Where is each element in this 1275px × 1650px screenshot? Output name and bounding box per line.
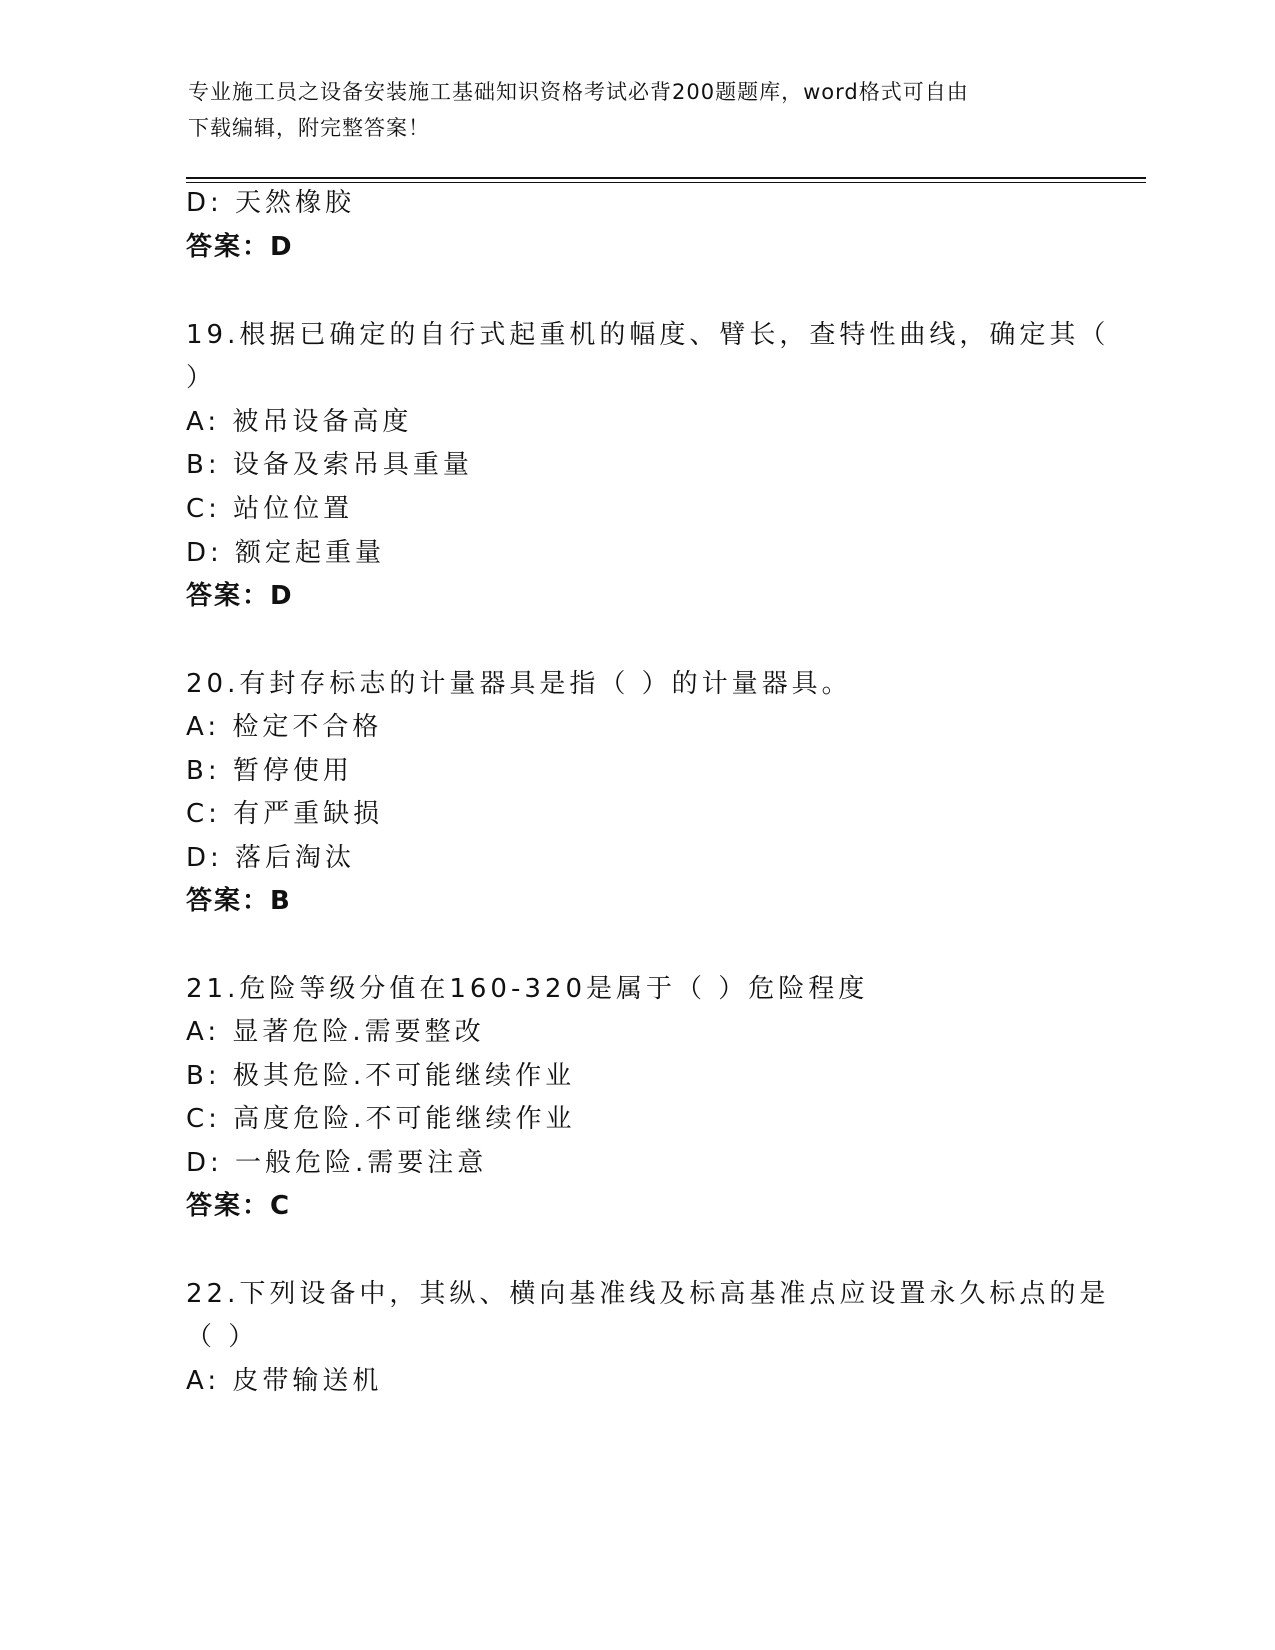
header-divider-thick bbox=[186, 177, 1146, 179]
q20-option-c: C: 有严重缺损 bbox=[186, 799, 384, 829]
q19-stem-line-2: ） bbox=[186, 363, 217, 393]
q21-option-a: A: 显著危险.需要整改 bbox=[186, 1017, 485, 1047]
q19-option-a: A: 被吊设备高度 bbox=[186, 407, 413, 437]
q21-stem: 21.危险等级分值在160-320是属于（ ）危险程度 bbox=[186, 974, 869, 1004]
q20-option-a: A: 检定不合格 bbox=[186, 712, 383, 742]
header-title-line-1: 专业施工员之设备安装施工基础知识资格考试必背200题题库，word格式可自由 bbox=[188, 80, 969, 104]
q21-option-b: B: 极其危险.不可能继续作业 bbox=[186, 1061, 576, 1091]
q21-option-c: C: 高度危险.不可能继续作业 bbox=[186, 1104, 576, 1134]
q19-option-c: C: 站位位置 bbox=[186, 494, 354, 524]
header-title-line-2: 下载编辑，附完整答案！ bbox=[188, 116, 430, 140]
q21-answer: 答案：C bbox=[186, 1191, 292, 1221]
q19-stem-line-1: 19.根据已确定的自行式起重机的幅度、臂长，查特性曲线，确定其（ bbox=[186, 320, 1110, 350]
q20-answer: 答案：B bbox=[186, 886, 292, 916]
q19-option-d: D: 额定起重量 bbox=[186, 538, 386, 568]
q18-answer: 答案：D bbox=[186, 232, 294, 262]
q22-stem-line-2: （ ） bbox=[186, 1322, 259, 1352]
q21-option-d: D: 一般危险.需要注意 bbox=[186, 1148, 488, 1178]
header-divider-thin bbox=[186, 182, 1146, 183]
document-header bbox=[188, 74, 1078, 146]
q20-option-d: D: 落后淘汰 bbox=[186, 843, 356, 873]
q18-option-d: D: 天然橡胶 bbox=[186, 188, 356, 218]
q22-stem-line-1: 22.下列设备中，其纵、横向基准线及标高基准点应设置永久标点的是 bbox=[186, 1279, 1110, 1309]
q20-option-b: B: 暂停使用 bbox=[186, 756, 353, 786]
q19-answer: 答案：D bbox=[186, 581, 294, 611]
q20-stem: 20.有封存标志的计量器具是指（ ）的计量器具。 bbox=[186, 669, 852, 699]
q22-option-a: A: 皮带输送机 bbox=[186, 1366, 383, 1396]
q19-option-b: B: 设备及索吊具重量 bbox=[186, 450, 473, 480]
